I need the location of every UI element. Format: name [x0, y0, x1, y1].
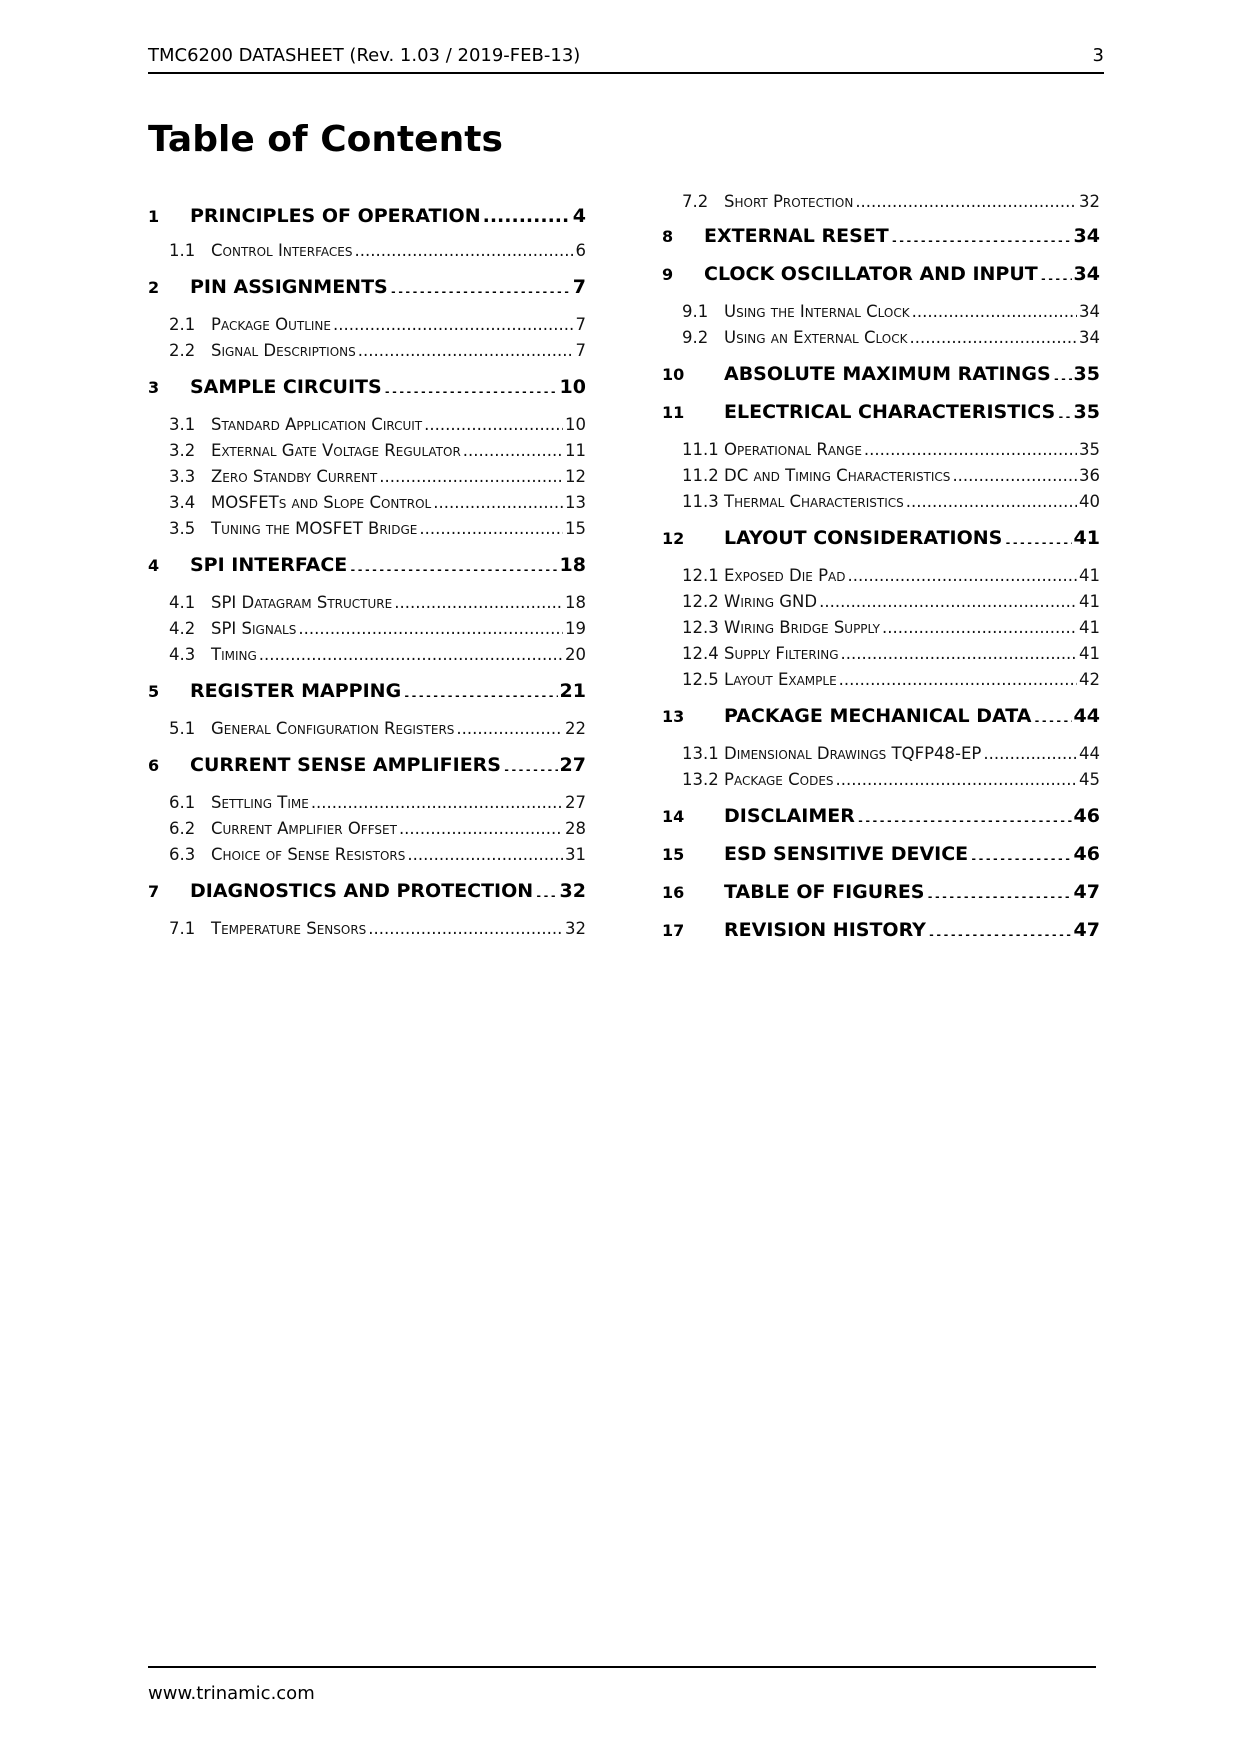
toc-page-number: 4	[572, 205, 586, 227]
toc-section-title: SPI Signals	[211, 619, 297, 638]
toc-section-entry[interactable]	[662, 911, 1100, 949]
toc-section-entry[interactable]	[148, 746, 586, 784]
toc-leader-dots	[819, 589, 1077, 609]
toc-section-number: 13.2	[682, 770, 719, 789]
toc-leader-dots	[403, 674, 557, 697]
toc-section-entry[interactable]	[148, 546, 586, 584]
toc-leader-dots	[864, 437, 1077, 457]
toc-leader-dots	[1057, 395, 1071, 418]
toc-section-number: 11.3	[682, 492, 719, 511]
toc-leader-dots	[912, 299, 1077, 319]
toc-section-title: DIAGNOSTICS AND PROTECTION	[190, 880, 534, 902]
toc-section-title: Layout Example	[724, 670, 837, 689]
toc-page-number: 41	[1073, 527, 1100, 549]
toc-subsection-entry[interactable]	[148, 438, 586, 464]
toc-subsection-group	[148, 710, 586, 746]
toc-section-title: Signal Descriptions	[211, 341, 356, 360]
toc-section-title: DC and Timing Characteristics	[724, 466, 951, 485]
toc-page-number: 7	[575, 341, 586, 360]
toc-leader-dots	[952, 463, 1077, 483]
toc-section-number: 13.1	[682, 744, 719, 763]
toc-section-entry[interactable]	[148, 872, 586, 910]
toc-leader-dots	[1033, 699, 1071, 722]
toc-section-title: CLOCK OSCILLATOR AND INPUT	[704, 263, 1038, 285]
toc-leader-dots	[841, 641, 1077, 661]
toc-section-entry[interactable]	[662, 393, 1100, 431]
toc-page-number: 18	[565, 593, 586, 612]
toc-leader-dots	[259, 642, 563, 662]
toc-subsection-entry[interactable]	[662, 325, 1100, 351]
toc-leader-dots	[882, 615, 1077, 635]
toc-leader-dots	[463, 438, 563, 458]
toc-section-number: 9	[662, 265, 674, 284]
toc-subsection-entry[interactable]	[148, 842, 586, 868]
toc-section-title: Current Amplifier Offset	[211, 819, 397, 838]
toc-section-entry[interactable]	[662, 519, 1100, 557]
toc-page-number: 45	[1079, 770, 1100, 789]
toc-page-number: 7	[575, 315, 586, 334]
toc-page-number: 41	[1079, 644, 1100, 663]
toc-section-number: 14	[662, 807, 685, 826]
toc-subsection-entry[interactable]	[148, 238, 586, 264]
toc-subsection-group	[662, 431, 1100, 519]
toc-section-number: 4	[148, 556, 160, 575]
toc-section-title: Timing	[211, 645, 257, 664]
toc-section-title: SPI Datagram Structure	[211, 593, 393, 612]
toc-leader-dots	[909, 325, 1077, 345]
toc-section-number: 11.2	[682, 466, 719, 485]
toc-section-entry[interactable]	[148, 672, 586, 710]
toc-page-number: 34	[1079, 302, 1100, 321]
toc-page-number: 13	[565, 493, 586, 512]
toc-section-number: 12.4	[682, 644, 719, 663]
toc-subsection-entry[interactable]	[662, 741, 1100, 767]
toc-section-number: 11	[662, 403, 685, 422]
toc-leader-dots	[847, 563, 1077, 583]
toc-page-number: 15	[565, 519, 586, 538]
toc-right-column	[662, 189, 1100, 949]
toc-section-title: Using the Internal Clock	[724, 302, 910, 321]
toc-section-number: 3.5	[169, 519, 196, 538]
toc-subsection-entry[interactable]	[662, 189, 1100, 215]
document-title: TMC6200 DATASHEET (Rev. 1.03 / 2019-FEB-13)	[148, 45, 581, 66]
toc-left-column	[148, 200, 586, 946]
toc-section-number: 12.1	[682, 566, 719, 585]
toc-page-number: 11	[565, 441, 586, 460]
toc-subsection-entry[interactable]	[148, 516, 586, 542]
toc-section-title: Standard Application Circuit	[211, 415, 423, 434]
toc-section-number: 3.3	[169, 467, 196, 486]
toc-subsection-group	[148, 406, 586, 546]
toc-leader-dots	[433, 490, 563, 510]
toc-page-number: 35	[1073, 401, 1100, 423]
toc-subsection-entry[interactable]	[662, 615, 1100, 641]
toc-page-number: 22	[565, 719, 586, 738]
toc-section-number: 15	[662, 845, 685, 864]
toc-section-title: External Gate Voltage Regulator	[211, 441, 461, 460]
toc-leader-dots	[424, 412, 563, 432]
toc-section-number: 3.4	[169, 493, 196, 512]
toc-leader-dots	[1053, 357, 1072, 380]
toc-section-number: 6.2	[169, 819, 196, 838]
toc-section-entry[interactable]	[662, 217, 1100, 255]
toc-subsection-group	[148, 784, 586, 872]
toc-section-title: ABSOLUTE MAXIMUM RATINGS	[724, 363, 1051, 385]
toc-leader-dots	[333, 312, 574, 332]
toc-leader-dots	[390, 270, 571, 293]
toc-subsection-entry[interactable]	[148, 642, 586, 668]
toc-leader-dots	[503, 748, 558, 771]
page-number: 3	[1092, 45, 1104, 66]
toc-leader-dots	[311, 790, 563, 810]
toc-subsection-group	[662, 293, 1100, 355]
toc-page-number: 41	[1079, 618, 1100, 637]
toc-section-entry[interactable]	[148, 268, 586, 306]
toc-leader-dots	[906, 489, 1077, 509]
toc-subsection-entry[interactable]	[662, 463, 1100, 489]
toc-section-number: 4.1	[169, 593, 196, 612]
toc-section-number: 7	[148, 882, 160, 901]
toc-section-number: 5	[148, 682, 160, 701]
toc-page-number: 47	[1073, 881, 1100, 903]
toc-leader-dots	[983, 741, 1077, 761]
toc-subsection-entry[interactable]	[148, 490, 586, 516]
toc-section-number: 6.3	[169, 845, 196, 864]
toc-subsection-entry[interactable]	[662, 489, 1100, 515]
toc-section-title: SAMPLE CIRCUITS	[190, 376, 382, 398]
toc-section-title: Control Interfaces	[211, 241, 353, 260]
toc-leader-dots	[483, 200, 571, 223]
toc-page-number: 40	[1079, 492, 1100, 511]
toc-section-title: Zero Standby Current	[211, 467, 378, 486]
toc-section-title: Supply Filtering	[724, 644, 839, 663]
toc-subsection-entry[interactable]	[148, 916, 586, 942]
toc-leader-dots	[379, 464, 563, 484]
toc-section-number: 2	[148, 278, 160, 297]
toc-leader-dots	[456, 716, 563, 736]
toc-page-number: 34	[1079, 328, 1100, 347]
toc-section-title: TABLE OF FIGURES	[724, 881, 925, 903]
toc-section-number: 1	[148, 207, 160, 226]
toc-section-entry[interactable]	[662, 255, 1100, 293]
toc-section-number: 12.5	[682, 670, 719, 689]
toc-section-number: 10	[662, 365, 685, 384]
toc-page-number: 19	[565, 619, 586, 638]
toc-page-number: 10	[559, 376, 586, 398]
toc-section-number: 9.2	[682, 328, 709, 347]
toc-section-title: PRINCIPLES OF OPERATION	[190, 205, 481, 227]
toc-subsection-entry[interactable]	[148, 716, 586, 742]
toc-section-number: 8	[662, 227, 674, 246]
toc-page-number: 36	[1079, 466, 1100, 485]
toc-page-number: 12	[565, 467, 586, 486]
toc-leader-dots	[857, 799, 1072, 822]
toc-section-title: ESD SENSITIVE DEVICE	[724, 843, 969, 865]
toc-section-title: PACKAGE MECHANICAL DATA	[724, 705, 1032, 727]
toc-section-number: 16	[662, 883, 685, 902]
toc-section-title: DISCLAIMER	[724, 805, 855, 827]
toc-section-entry[interactable]	[148, 200, 586, 232]
toc-section-entry[interactable]	[148, 368, 586, 406]
toc-section-title: LAYOUT CONSIDERATIONS	[724, 527, 1003, 549]
toc-section-entry[interactable]	[662, 797, 1100, 835]
toc-page-number: 10	[565, 415, 586, 434]
toc-subsection-group	[148, 232, 586, 268]
page-title: Table of Contents	[148, 119, 503, 160]
toc-subsection-entry[interactable]	[662, 437, 1100, 463]
footer-website[interactable]: www.trinamic.com	[148, 1683, 315, 1704]
toc-section-number: 2.2	[169, 341, 196, 360]
toc-page-number: 28	[565, 819, 586, 838]
toc-section-number: 2.1	[169, 315, 196, 334]
toc-section-entry[interactable]	[662, 355, 1100, 393]
toc-section-title: Thermal Characteristics	[724, 492, 904, 511]
toc-section-title: SPI INTERFACE	[190, 554, 348, 576]
toc-section-entry[interactable]	[662, 835, 1100, 873]
toc-leader-dots	[855, 189, 1077, 209]
toc-page-number: 41	[1079, 566, 1100, 585]
toc-page-number: 46	[1073, 805, 1100, 827]
toc-leader-dots	[407, 842, 563, 862]
toc-leader-dots	[349, 548, 557, 571]
toc-section-title: Wiring Bridge Supply	[724, 618, 880, 637]
toc-section-title: PIN ASSIGNMENTS	[190, 276, 388, 298]
toc-section-number: 4.2	[169, 619, 196, 638]
toc-subsection-entry[interactable]	[148, 464, 586, 490]
toc-page-number: 32	[565, 919, 586, 938]
toc-subsection-group	[148, 584, 586, 672]
toc-page-number: 20	[565, 645, 586, 664]
toc-page-number: 32	[1079, 192, 1100, 211]
toc-page-number: 32	[559, 880, 586, 902]
toc-section-title: General Configuration Registers	[211, 719, 455, 738]
toc-subsection-entry[interactable]	[148, 590, 586, 616]
toc-subsection-entry[interactable]	[662, 299, 1100, 325]
toc-section-title: REVISION HISTORY	[724, 919, 926, 941]
toc-page-number: 35	[1079, 440, 1100, 459]
footer-divider	[148, 1666, 1096, 1668]
toc-section-number: 5.1	[169, 719, 196, 738]
toc-subsection-group	[148, 910, 586, 946]
toc-subsection-group	[662, 557, 1100, 697]
toc-section-number: 6.1	[169, 793, 196, 812]
toc-section-title: Choice of Sense Resistors	[211, 845, 406, 864]
toc-section-title: Tuning the MOSFET Bridge	[211, 519, 418, 538]
page-header	[148, 44, 1104, 68]
toc-page-number: 46	[1073, 843, 1100, 865]
toc-page-number: 31	[565, 845, 586, 864]
toc-section-title: ELECTRICAL CHARACTERISTICS	[724, 401, 1056, 423]
toc-subsection-entry[interactable]	[662, 589, 1100, 615]
toc-page-number: 35	[1073, 363, 1100, 385]
toc-section-title: REGISTER MAPPING	[190, 680, 402, 702]
toc-leader-dots	[928, 913, 1072, 936]
toc-leader-dots	[535, 874, 557, 897]
toc-subsection-entry[interactable]	[662, 667, 1100, 693]
toc-page-number: 42	[1079, 670, 1100, 689]
toc-leader-dots	[358, 338, 574, 358]
toc-page-number: 21	[559, 680, 586, 702]
toc-section-number: 4.3	[169, 645, 196, 664]
toc-page-number: 47	[1073, 919, 1100, 941]
toc-subsection-entry[interactable]	[662, 563, 1100, 589]
toc-section-number: 7.2	[682, 192, 709, 211]
toc-section-number: 12.3	[682, 618, 719, 637]
toc-page-number: 6	[575, 241, 586, 260]
toc-subsection-entry[interactable]	[662, 767, 1100, 793]
toc-section-title: Wiring GND	[724, 592, 818, 611]
toc-section-number: 1.1	[169, 241, 196, 260]
toc-page-number: 18	[559, 554, 586, 576]
toc-section-number: 17	[662, 921, 685, 940]
toc-section-number: 7.1	[169, 919, 196, 938]
toc-page-number: 27	[565, 793, 586, 812]
toc-subsection-entry[interactable]	[148, 816, 586, 842]
toc-section-number: 3.1	[169, 415, 196, 434]
toc-page-number: 27	[559, 754, 586, 776]
toc-leader-dots	[970, 837, 1071, 860]
toc-section-entry[interactable]	[662, 697, 1100, 735]
toc-subsection-group	[662, 735, 1100, 797]
toc-leader-dots	[368, 916, 563, 936]
toc-page-number: 41	[1079, 592, 1100, 611]
toc-subsection-entry[interactable]	[148, 412, 586, 438]
toc-subsection-group	[148, 306, 586, 368]
toc-section-title: MOSFETs and Slope Control	[211, 493, 432, 512]
toc-page-number: 34	[1073, 225, 1100, 247]
toc-section-title: EXTERNAL RESET	[704, 225, 889, 247]
toc-section-title: Using an External Clock	[724, 328, 908, 347]
toc-section-title: Temperature Sensors	[211, 919, 367, 938]
toc-page-number: 7	[572, 276, 586, 298]
toc-section-entry[interactable]	[662, 873, 1100, 911]
toc-leader-dots	[891, 219, 1072, 242]
toc-leader-dots	[419, 516, 563, 536]
toc-subsection-entry[interactable]	[148, 790, 586, 816]
toc-leader-dots	[1004, 521, 1071, 544]
toc-leader-dots	[926, 875, 1071, 898]
toc-subsection-entry[interactable]	[148, 616, 586, 642]
toc-subsection-entry[interactable]	[662, 641, 1100, 667]
toc-section-number: 3	[148, 378, 160, 397]
toc-leader-dots	[1040, 257, 1072, 280]
toc-section-number: 11.1	[682, 440, 719, 459]
header-divider	[148, 72, 1104, 74]
toc-section-number: 3.2	[169, 441, 196, 460]
toc-section-title: Exposed Die Pad	[724, 566, 846, 585]
toc-page-number: 34	[1073, 263, 1100, 285]
toc-section-number: 9.1	[682, 302, 709, 321]
toc-section-number: 6	[148, 756, 160, 775]
toc-leader-dots	[836, 767, 1077, 787]
toc-leader-dots	[354, 238, 573, 258]
toc-section-number: 12	[662, 529, 685, 548]
toc-leader-dots	[394, 590, 563, 610]
toc-page-number: 44	[1073, 705, 1100, 727]
toc-subsection-entry[interactable]	[148, 312, 586, 338]
toc-section-title: Settling Time	[211, 793, 309, 812]
toc-leader-dots	[839, 667, 1077, 687]
toc-section-title: Short Protection	[724, 192, 854, 211]
toc-subsection-entry[interactable]	[148, 338, 586, 364]
toc-leader-dots	[298, 616, 563, 636]
toc-section-number: 13	[662, 707, 685, 726]
toc-section-number: 12.2	[682, 592, 719, 611]
toc-section-title: Package Outline	[211, 315, 331, 334]
toc-section-title: CURRENT SENSE AMPLIFIERS	[190, 754, 501, 776]
toc-leader-dots	[384, 370, 558, 393]
toc-leader-dots	[399, 816, 563, 836]
toc-section-title: Dimensional Drawings TQFP48-EP	[724, 744, 982, 763]
toc-section-title: Operational Range	[724, 440, 862, 459]
toc-page-number: 44	[1079, 744, 1100, 763]
toc-section-title: Package Codes	[724, 770, 834, 789]
